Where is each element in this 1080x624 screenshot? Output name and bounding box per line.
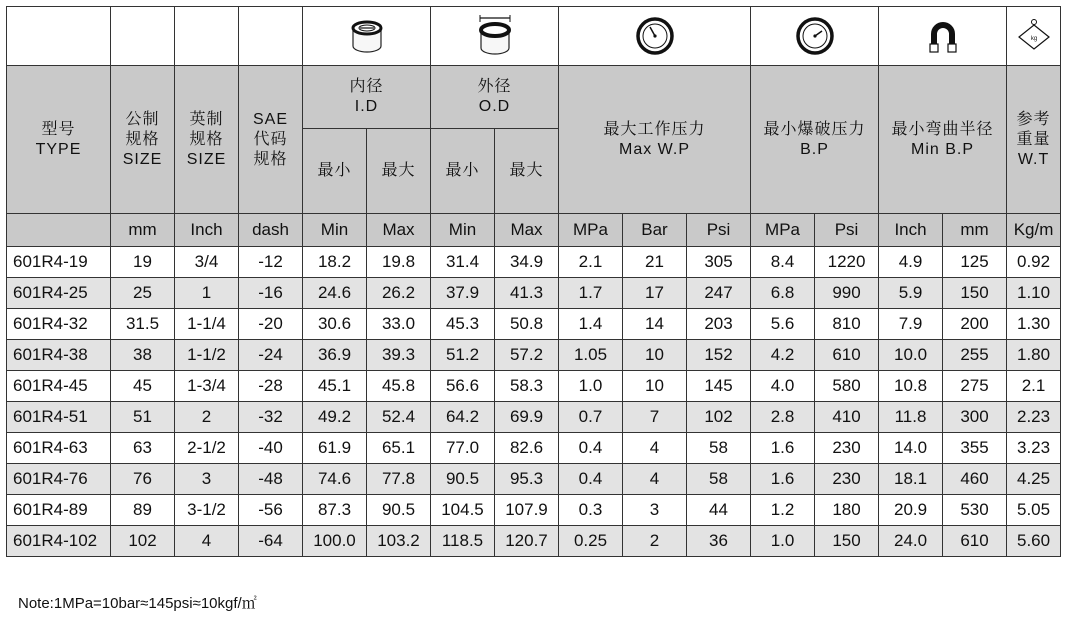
table-row bbox=[7, 402, 1061, 433]
header-od-max: 最大 bbox=[495, 129, 559, 214]
header-sae-l2: 代码 bbox=[253, 130, 288, 148]
table-cell: 10 bbox=[623, 340, 687, 371]
table-cell: 64.2 bbox=[431, 402, 495, 433]
unit-cell: Inch bbox=[879, 214, 943, 247]
table-cell: -48 bbox=[239, 464, 303, 495]
hose-type-cell: 601R4-25 bbox=[7, 278, 111, 309]
unit-cell: MPa bbox=[559, 214, 623, 247]
table-cell: 1-3/4 bbox=[175, 371, 239, 402]
table-cell: 203 bbox=[687, 309, 751, 340]
table-cell: 355 bbox=[943, 433, 1007, 464]
table-cell: 4.2 bbox=[751, 340, 815, 371]
header-od-min: 最小 bbox=[431, 129, 495, 214]
table-cell: 107.9 bbox=[495, 495, 559, 526]
table-row bbox=[7, 495, 1061, 526]
table-cell: -24 bbox=[239, 340, 303, 371]
table-cell: 18.2 bbox=[303, 247, 367, 278]
header-inch-l1: 英制 bbox=[189, 110, 224, 128]
table-cell: 2 bbox=[623, 526, 687, 557]
icon-cell-empty bbox=[111, 7, 175, 66]
table-cell: 0.4 bbox=[559, 464, 623, 495]
table-cell: 180 bbox=[815, 495, 879, 526]
table-cell: 7 bbox=[623, 402, 687, 433]
table-cell: 2.1 bbox=[559, 247, 623, 278]
table-cell: 95.3 bbox=[495, 464, 559, 495]
table-cell: 63 bbox=[111, 433, 175, 464]
table-cell: 530 bbox=[943, 495, 1007, 526]
table-cell: 4 bbox=[623, 464, 687, 495]
table-cell: 200 bbox=[943, 309, 1007, 340]
header-weight bbox=[1007, 66, 1061, 214]
table-cell: 82.6 bbox=[495, 433, 559, 464]
table-cell: 4.25 bbox=[1007, 464, 1061, 495]
table-cell: -56 bbox=[239, 495, 303, 526]
table-cell: 45.8 bbox=[367, 371, 431, 402]
table-cell: 1.10 bbox=[1007, 278, 1061, 309]
table-cell: 5.9 bbox=[879, 278, 943, 309]
bend-radius-icon bbox=[879, 7, 1007, 66]
table-row bbox=[7, 247, 1061, 278]
unit-cell: Min bbox=[303, 214, 367, 247]
table-cell: 14.0 bbox=[879, 433, 943, 464]
table-cell: 45.1 bbox=[303, 371, 367, 402]
unit-cell: Inch bbox=[175, 214, 239, 247]
table-cell: 3.23 bbox=[1007, 433, 1061, 464]
unit-cell: Bar bbox=[623, 214, 687, 247]
table-cell: 45.3 bbox=[431, 309, 495, 340]
table-cell: 300 bbox=[943, 402, 1007, 433]
table-row bbox=[7, 278, 1061, 309]
unit-cell: Psi bbox=[687, 214, 751, 247]
table-cell: 247 bbox=[687, 278, 751, 309]
table-cell: 10 bbox=[623, 371, 687, 402]
header-bp-en: B.P bbox=[800, 140, 829, 158]
unit-cell: mm bbox=[943, 214, 1007, 247]
table-cell: 58 bbox=[687, 433, 751, 464]
table-cell: 1.6 bbox=[751, 433, 815, 464]
hose-spec-table bbox=[6, 6, 1061, 557]
table-cell: 51 bbox=[111, 402, 175, 433]
table-cell: 57.2 bbox=[495, 340, 559, 371]
table-cell: 65.1 bbox=[367, 433, 431, 464]
table-cell: 4 bbox=[623, 433, 687, 464]
table-cell: 1.0 bbox=[559, 371, 623, 402]
table-cell: 3 bbox=[175, 464, 239, 495]
header-metric-l3: SIZE bbox=[122, 150, 163, 168]
table-cell: 33.0 bbox=[367, 309, 431, 340]
table-row bbox=[7, 309, 1061, 340]
table-cell: 1.05 bbox=[559, 340, 623, 371]
unit-row bbox=[7, 214, 1061, 247]
table-cell: 102 bbox=[111, 526, 175, 557]
table-cell: 31.4 bbox=[431, 247, 495, 278]
table-cell: 125 bbox=[943, 247, 1007, 278]
table-cell: 100.0 bbox=[303, 526, 367, 557]
header-bp-zh: 最小爆破压力 bbox=[763, 120, 866, 138]
unit-cell-type bbox=[7, 214, 111, 247]
table-cell: 990 bbox=[815, 278, 879, 309]
table-cell: 0.4 bbox=[559, 433, 623, 464]
header-id-min: 最小 bbox=[303, 129, 367, 214]
table-cell: 17 bbox=[623, 278, 687, 309]
header-weight-zh1: 参考 bbox=[1016, 110, 1051, 128]
table-cell: 305 bbox=[687, 247, 751, 278]
table-cell: 30.6 bbox=[303, 309, 367, 340]
table-cell: 7.9 bbox=[879, 309, 943, 340]
burst-gauge-icon bbox=[751, 7, 879, 66]
table-cell: 610 bbox=[815, 340, 879, 371]
hose-type-cell: 601R4-63 bbox=[7, 433, 111, 464]
header-bend-radius bbox=[879, 66, 1007, 214]
header-burst-pressure bbox=[751, 66, 879, 214]
table-cell: 45 bbox=[111, 371, 175, 402]
table-cell: 2.8 bbox=[751, 402, 815, 433]
table-cell: 58.3 bbox=[495, 371, 559, 402]
table-cell: 5.6 bbox=[751, 309, 815, 340]
table-cell: 37.9 bbox=[431, 278, 495, 309]
table-cell: 52.4 bbox=[367, 402, 431, 433]
header-outer-diameter bbox=[431, 66, 559, 129]
table-cell: 610 bbox=[943, 526, 1007, 557]
icon-cell-empty bbox=[175, 7, 239, 66]
table-cell: 1.7 bbox=[559, 278, 623, 309]
hose-type-cell: 601R4-45 bbox=[7, 371, 111, 402]
header-sae-dash bbox=[239, 66, 303, 214]
header-type-zh: 型号 bbox=[41, 120, 76, 138]
table-cell: 0.3 bbox=[559, 495, 623, 526]
table-cell: -28 bbox=[239, 371, 303, 402]
table-cell: 25 bbox=[111, 278, 175, 309]
table-cell: 3 bbox=[623, 495, 687, 526]
table-cell: 275 bbox=[943, 371, 1007, 402]
table-cell: 0.92 bbox=[1007, 247, 1061, 278]
table-cell: 50.8 bbox=[495, 309, 559, 340]
table-cell: 2.1 bbox=[1007, 371, 1061, 402]
table-cell: 120.7 bbox=[495, 526, 559, 557]
table-cell: 31.5 bbox=[111, 309, 175, 340]
table-cell: 39.3 bbox=[367, 340, 431, 371]
hose-type-cell: 601R4-51 bbox=[7, 402, 111, 433]
table-cell: 19.8 bbox=[367, 247, 431, 278]
table-cell: 4.0 bbox=[751, 371, 815, 402]
table-cell: 4.9 bbox=[879, 247, 943, 278]
hose-type-cell: 601R4-38 bbox=[7, 340, 111, 371]
unit-cell: mm bbox=[111, 214, 175, 247]
table-cell: 19 bbox=[111, 247, 175, 278]
table-cell: 6.8 bbox=[751, 278, 815, 309]
header-bend-zh: 最小弯曲半径 bbox=[891, 120, 994, 138]
unit-cell: Min bbox=[431, 214, 495, 247]
table-cell: 3/4 bbox=[175, 247, 239, 278]
table-cell: 61.9 bbox=[303, 433, 367, 464]
table-cell: 150 bbox=[815, 526, 879, 557]
table-cell: 56.6 bbox=[431, 371, 495, 402]
svg-text:kg: kg bbox=[1030, 36, 1037, 42]
table-cell: 145 bbox=[687, 371, 751, 402]
table-row bbox=[7, 526, 1061, 557]
table-cell: 118.5 bbox=[431, 526, 495, 557]
table-cell: 104.5 bbox=[431, 495, 495, 526]
header-wp-zh: 最大工作压力 bbox=[603, 120, 706, 138]
table-cell: 3-1/2 bbox=[175, 495, 239, 526]
table-cell: 230 bbox=[815, 464, 879, 495]
table-cell: 24.6 bbox=[303, 278, 367, 309]
icon-row bbox=[7, 7, 1061, 66]
table-cell: 77.8 bbox=[367, 464, 431, 495]
header-id-max: 最大 bbox=[367, 129, 431, 214]
table-cell: 0.25 bbox=[559, 526, 623, 557]
table-cell: -40 bbox=[239, 433, 303, 464]
table-cell: 36 bbox=[687, 526, 751, 557]
header-id-zh: 内径 bbox=[349, 78, 384, 95]
hose-type-cell: 601R4-76 bbox=[7, 464, 111, 495]
table-cell: 11.8 bbox=[879, 402, 943, 433]
table-cell: 87.3 bbox=[303, 495, 367, 526]
table-cell: 58 bbox=[687, 464, 751, 495]
table-cell: 10.0 bbox=[879, 340, 943, 371]
table-cell: 4 bbox=[175, 526, 239, 557]
header-bend-en: Min B.P bbox=[911, 140, 975, 158]
table-row bbox=[7, 340, 1061, 371]
table-cell: 1.0 bbox=[751, 526, 815, 557]
table-cell: 34.9 bbox=[495, 247, 559, 278]
table-cell: 5.05 bbox=[1007, 495, 1061, 526]
table-cell: 152 bbox=[687, 340, 751, 371]
table-cell: 580 bbox=[815, 371, 879, 402]
table-cell: 103.2 bbox=[367, 526, 431, 557]
table-cell: 76 bbox=[111, 464, 175, 495]
pressure-gauge-icon bbox=[559, 7, 751, 66]
table-cell: 26.2 bbox=[367, 278, 431, 309]
table-cell: 1.2 bbox=[751, 495, 815, 526]
table-cell: 410 bbox=[815, 402, 879, 433]
table-cell: 1220 bbox=[815, 247, 879, 278]
icon-cell-empty bbox=[7, 7, 111, 66]
table-cell: 21 bbox=[623, 247, 687, 278]
conversion-note: Note:1MPa=10bar≈145psi≈10kgf/㎡ bbox=[18, 595, 257, 612]
hose-type-cell: 601R4-102 bbox=[7, 526, 111, 557]
header-inner-diameter bbox=[303, 66, 431, 129]
table-cell: -20 bbox=[239, 309, 303, 340]
table-cell: 49.2 bbox=[303, 402, 367, 433]
table-cell: 14 bbox=[623, 309, 687, 340]
table-cell: 255 bbox=[943, 340, 1007, 371]
table-cell: -64 bbox=[239, 526, 303, 557]
table-cell: 0.7 bbox=[559, 402, 623, 433]
table-cell: 1-1/2 bbox=[175, 340, 239, 371]
table-cell: 1.6 bbox=[751, 464, 815, 495]
table-row bbox=[7, 371, 1061, 402]
table-cell: 150 bbox=[943, 278, 1007, 309]
header-weight-zh2: 重量 bbox=[1016, 130, 1051, 148]
unit-cell: Kg/m bbox=[1007, 214, 1061, 247]
unit-cell: Max bbox=[367, 214, 431, 247]
table-cell: 41.3 bbox=[495, 278, 559, 309]
table-cell: -12 bbox=[239, 247, 303, 278]
table-cell: 1 bbox=[175, 278, 239, 309]
table-cell: 90.5 bbox=[431, 464, 495, 495]
table-cell: 18.1 bbox=[879, 464, 943, 495]
header-type bbox=[7, 66, 111, 214]
unit-cell: MPa bbox=[751, 214, 815, 247]
table-cell: 8.4 bbox=[751, 247, 815, 278]
table-cell: 90.5 bbox=[367, 495, 431, 526]
table-cell: 230 bbox=[815, 433, 879, 464]
header-metric-l1: 公制 bbox=[125, 110, 160, 128]
header-type-en: TYPE bbox=[35, 140, 82, 158]
hose-type-cell: 601R4-32 bbox=[7, 309, 111, 340]
hose-type-cell: 601R4-19 bbox=[7, 247, 111, 278]
header-od-en: O.D bbox=[478, 98, 511, 115]
header-id-en: I.D bbox=[354, 98, 379, 115]
table-cell: 69.9 bbox=[495, 402, 559, 433]
table-cell: 24.0 bbox=[879, 526, 943, 557]
table-cell: 2 bbox=[175, 402, 239, 433]
unit-cell: dash bbox=[239, 214, 303, 247]
header-metric-l2: 规格 bbox=[125, 130, 160, 148]
icon-cell-empty bbox=[239, 7, 303, 66]
table-cell: 10.8 bbox=[879, 371, 943, 402]
table-cell: 44 bbox=[687, 495, 751, 526]
outer-diameter-icon bbox=[431, 7, 559, 66]
table-row bbox=[7, 464, 1061, 495]
weight-icon bbox=[1007, 7, 1061, 66]
table-cell: 74.6 bbox=[303, 464, 367, 495]
header-inch-size bbox=[175, 66, 239, 214]
table-cell: 36.9 bbox=[303, 340, 367, 371]
unit-cell: Psi bbox=[815, 214, 879, 247]
header-sae-l1: SAE bbox=[252, 110, 288, 128]
header-sae-l3: 规格 bbox=[253, 150, 288, 168]
table-cell: 1.4 bbox=[559, 309, 623, 340]
data-rows bbox=[7, 247, 1061, 557]
header-inch-l3: SIZE bbox=[186, 150, 227, 168]
table-cell: 810 bbox=[815, 309, 879, 340]
table-cell: 2-1/2 bbox=[175, 433, 239, 464]
table-cell: 5.60 bbox=[1007, 526, 1061, 557]
table-cell: -16 bbox=[239, 278, 303, 309]
table-cell: 1.30 bbox=[1007, 309, 1061, 340]
header-od-zh: 外径 bbox=[477, 78, 512, 95]
table-cell: 20.9 bbox=[879, 495, 943, 526]
table-row bbox=[7, 433, 1061, 464]
header-metric-size bbox=[111, 66, 175, 214]
table-cell: 1-1/4 bbox=[175, 309, 239, 340]
inner-diameter-icon bbox=[303, 7, 431, 66]
table-cell: 102 bbox=[687, 402, 751, 433]
table-cell: -32 bbox=[239, 402, 303, 433]
table-cell: 460 bbox=[943, 464, 1007, 495]
header-weight-en: W.T bbox=[1017, 150, 1050, 168]
header-inch-l2: 规格 bbox=[189, 130, 224, 148]
table-cell: 2.23 bbox=[1007, 402, 1061, 433]
table-cell: 89 bbox=[111, 495, 175, 526]
table-cell: 1.80 bbox=[1007, 340, 1061, 371]
table-cell: 51.2 bbox=[431, 340, 495, 371]
header-wp-en: Max W.P bbox=[619, 140, 691, 158]
hose-type-cell: 601R4-89 bbox=[7, 495, 111, 526]
unit-cell: Max bbox=[495, 214, 559, 247]
table-cell: 38 bbox=[111, 340, 175, 371]
header-row bbox=[7, 66, 1061, 129]
table-cell: 77.0 bbox=[431, 433, 495, 464]
header-max-working-pressure bbox=[559, 66, 751, 214]
